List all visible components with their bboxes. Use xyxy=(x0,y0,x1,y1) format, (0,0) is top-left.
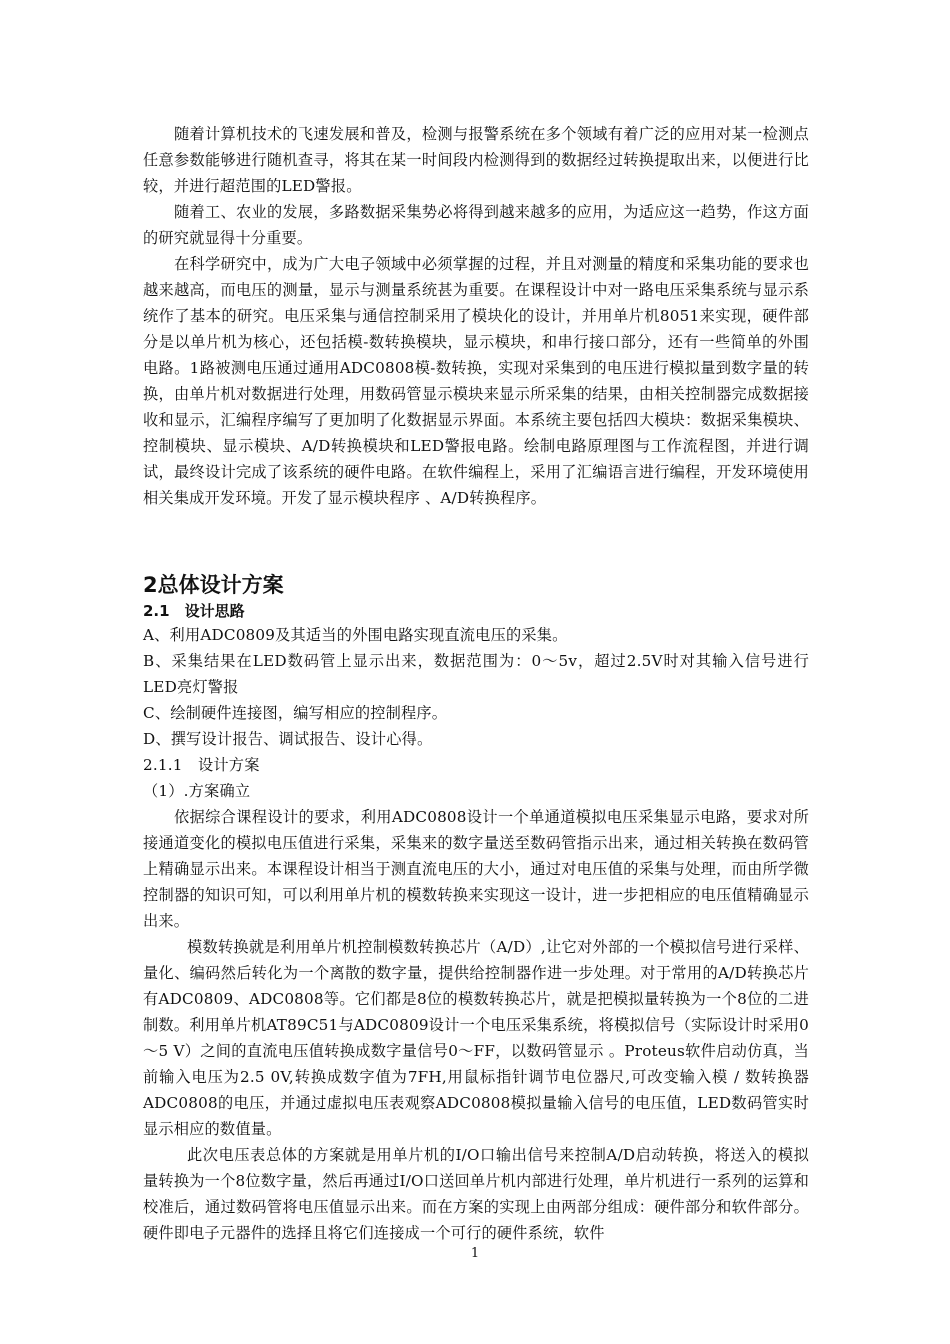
intro-paragraph-2: 随着工、农业的发展，多路数据采集势必将得到越来越多的应用，为适应这一趋势，作这方面的研究就显得十分重要。 xyxy=(143,203,809,247)
body-paragraph-1: 依据综合课程设计的要求，利用ADC0808设计一个单通道模拟电压采集显示电路，要求对所接通道变化的模拟电压值进行采集，采集来的数字量送至数码管指示出来，通过相关转换在数码管上精确显示出来。本课程设计相当于测直流电压的大小，通过对电压值的采集与处理，而由所学微控制器的知识可知，可以利用单片机的模数转换来实现这一设计，进一步把相应的电压值精确显示出来。 xyxy=(143,808,809,930)
sub-sub-heading: （1）.方案确立 xyxy=(143,782,251,800)
section-title: 2总体设计方案 xyxy=(143,573,284,597)
intro-section xyxy=(143,121,809,511)
design-item-b: B、采集结果在LED数码管上显示出来，数据范围为：0～5v，超过2.5V时对其输入信号进行LED亮灯警报 xyxy=(143,652,809,696)
design-item-a: A、利用ADC0809及其适当的外围电路实现直流电压的采集。 xyxy=(143,626,568,644)
section-2 xyxy=(143,570,809,1246)
body-paragraph-3: 此次电压表总体的方案就是用单片机的I/O口输出信号来控制A/D启动转换，将送入的模拟量转换为一个8位数字量，然后再通过I/O口送回单片机内部进行处理，单片机进行一系列的运算和校准后，通过数码管将电压值显示出来。而在方案的实现上由两部分组成：硬件部分和软件部分。硬件即电子元器件的选择且将它们连接成一个可行的硬件系统，软件 xyxy=(143,1146,809,1242)
section-subtitle: 2.1 设计思路 xyxy=(143,602,245,620)
design-item-c: C、绘制硬件连接图，编写相应的控制程序。 xyxy=(143,704,448,722)
intro-paragraph-3: 在科学研究中，成为广大电子领域中必须掌握的过程，并且对测量的精度和采集功能的要求也越来越高，而电压的测量，显示与测量系统甚为重要。在课程设计中对一路电压采集系统与显示系统作了基本的研究。电压采集与通信控制采用了模块化的设计，并用单片机8051来实现，硬件部分是以单片机为核心，还包括模-数转换模块，显示模块，和串行接口部分，还有一些简单的外围电路。1路被测电压通过通用ADC0808模-数转换，实现对采集到的电压进行模拟量到数字量的转换，由单片机对数据进行处理，用数码管显示模块来显示所采集的结果，由相关控制器完成数据接收和显示，汇编程序编写了更加明了化数据显示界面。本系统主要包括四大模块：数据采集模块、控制模块、显示模块、A/D转换模块和LED警报电路。绘制电路原理图与工作流程图，并进行调试，最终设计完成了该系统的硬件电路。在软件编程上，采用了汇编语言进行编程，开发环境使用相关集成开发环境。开发了显示模块程序 、A/D转换程序。 xyxy=(143,255,809,507)
design-item-d: D、撰写设计报告、调试报告、设计心得。 xyxy=(143,730,433,748)
sub-heading: 2.1.1 设计方案 xyxy=(143,756,260,774)
intro-paragraph-1: 随着计算机技术的飞速发展和普及，检测与报警系统在多个领域有着广泛的应用对某一检测点任意参数能够进行随机查寻，将其在某一时间段内检测得到的数据经过转换提取出来，以便进行比较，并进行超范围的LED警报。 xyxy=(143,125,809,195)
body-paragraph-2: 模数转换就是利用单片机控制模数转换芯片（A/D）,让它对外部的一个模拟信号进行采样、量化、编码然后转化为一个离散的数字量，提供给控制器作进一步处理。对于常用的A/D转换芯片有ADC0809、ADC0808等。它们都是8位的模数转换芯片，就是把模拟量转换为一个8位的二进制数。利用单片机AT89C51与ADC0809设计一个电压采集系统，将模拟信号（实际设计时采用0～5 V）之间的直流电压值转换成数字量信号0～FF，以数码管显示 。Proteus软件启动仿真，当前输入电压为2.5 0V,转换成数字值为7FH,用鼠标指针调节电位器尺,可改变输入模 / 数转换器ADC0808的电压，并通过虚拟电压表观察ADC0808模拟量输入信号的电压值，LED数码管实时显示相应的数值量。 xyxy=(143,938,809,1138)
page-number: 1 xyxy=(470,1246,480,1261)
